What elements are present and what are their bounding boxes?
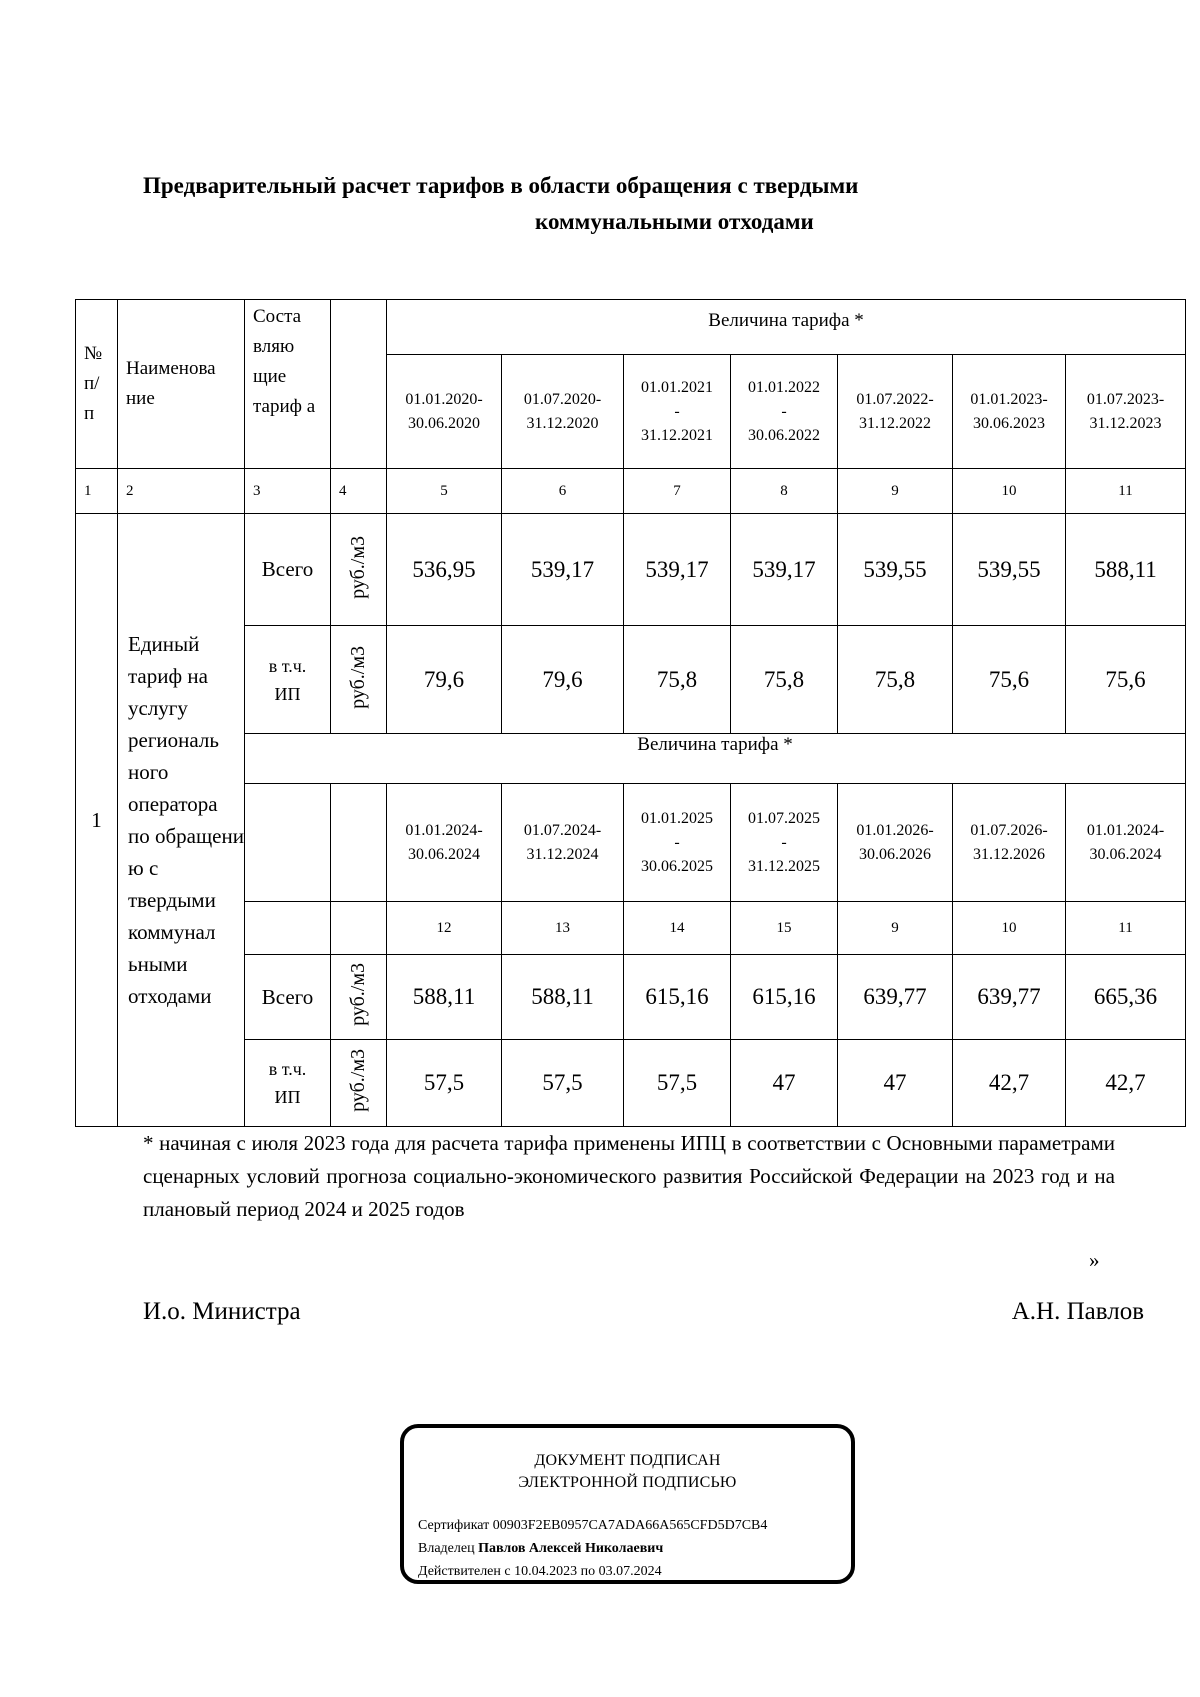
label-incl-2: ИП — [274, 683, 301, 704]
period-text: 30.06.2025 — [641, 857, 713, 875]
value-cell: 57,5 — [502, 1040, 624, 1127]
value-cell: 57,5 — [624, 1040, 731, 1127]
period-text: - — [781, 402, 787, 420]
stamp-cert-value: 00903F2EB0957CA7ADA66A565CFD5D7CB4 — [492, 1518, 768, 1533]
header-num-3: п — [84, 403, 95, 424]
value-cell: 75,6 — [1066, 626, 1186, 734]
unit-label: руб./м3 — [347, 535, 369, 599]
period-cell — [387, 784, 502, 902]
value-cell: 47 — [838, 1040, 953, 1127]
value-cell: 47 — [731, 1040, 838, 1127]
column-number: 10 — [953, 469, 1066, 514]
title-line-1: Предварительный расчет тарифов в области обращения с твердыми — [143, 173, 859, 198]
value-cell: 75,8 — [838, 626, 953, 734]
period-cell — [387, 355, 502, 469]
label-incl — [245, 1040, 331, 1127]
unit-cell — [331, 514, 387, 626]
column-number: 8 — [731, 469, 838, 514]
value-cell: 539,17 — [624, 514, 731, 626]
unit-label: руб./м3 — [347, 645, 369, 709]
stamp-owner-label: Владелец — [418, 1541, 475, 1556]
closing-quote: » — [1089, 1248, 1100, 1272]
column-number: 7 — [624, 469, 731, 514]
column-number: 15 — [731, 902, 838, 955]
header-num-1: № — [84, 343, 103, 364]
value-cell: 615,16 — [731, 955, 838, 1040]
tariff-table — [75, 299, 1186, 1127]
value-cell: 79,6 — [387, 626, 502, 734]
label-total: Всего — [245, 514, 331, 626]
period-text: 01.07.2025 — [748, 809, 820, 827]
stamp-valid-to: 03.07.2024 — [598, 1564, 662, 1579]
column-number: 6 — [502, 469, 624, 514]
period-text: 01.01.2024- — [405, 821, 483, 839]
stamp-valid-to-label: по — [580, 1564, 596, 1579]
column-number: 1 — [76, 469, 118, 514]
label-incl-1: в т.ч. — [268, 1059, 307, 1079]
period-text: 30.06.2026 — [859, 845, 931, 863]
document-title — [143, 168, 1143, 240]
value-cell: 42,7 — [953, 1040, 1066, 1127]
period-text: 01.07.2020- — [523, 390, 602, 408]
row-index: 1 — [76, 514, 118, 1127]
title-line-2: коммунальными отходами — [535, 209, 814, 234]
unit-label: руб./м3 — [347, 963, 369, 1026]
header-components: Соста вляю щие тариф а — [245, 300, 331, 469]
e-signature-stamp — [400, 1424, 855, 1584]
value-cell: 539,17 — [731, 514, 838, 626]
period-cell — [1066, 784, 1186, 902]
column-number: 2 — [118, 469, 245, 514]
period-cell — [953, 355, 1066, 469]
column-number: 9 — [838, 902, 953, 955]
period-text: 01.07.2022- — [856, 390, 934, 408]
header-num — [76, 300, 118, 469]
value-cell: 588,11 — [1066, 514, 1186, 626]
period-text: 30.06.2023 — [973, 414, 1045, 432]
column-number: 10 — [953, 902, 1066, 955]
column-number: 12 — [387, 902, 502, 955]
period-text: 01.01.2024- — [1086, 821, 1165, 839]
stamp-valid-from: 10.04.2023 — [514, 1564, 578, 1579]
row-name: Единый тариф на услугу региональ ного оператора по обращени ю с твердыми коммунал ьными отходами — [118, 514, 245, 1127]
value-cell: 588,11 — [387, 955, 502, 1040]
period-text: 31.12.2026 — [973, 845, 1045, 863]
empty-cell — [331, 784, 387, 902]
value-cell: 615,16 — [624, 955, 731, 1040]
header-name: Наименова ние — [118, 300, 245, 469]
stamp-valid — [418, 1560, 767, 1583]
stamp-title-line-1: ДОКУМЕНТ ПОДПИСАН — [534, 1452, 721, 1469]
stamp-title-line-2: ЭЛЕКТРОННОЙ ПОДПИСЬЮ — [518, 1474, 737, 1491]
period-text: 31.12.2024 — [526, 845, 599, 863]
column-number-row-1 — [76, 469, 1186, 514]
period-text: 31.12.2021 — [641, 426, 713, 444]
signer-name: А.Н. Павлов — [1011, 1298, 1144, 1325]
stamp-valid-label: Действителен с — [418, 1564, 511, 1579]
value-cell: 536,95 — [387, 514, 502, 626]
period-cell — [624, 784, 731, 902]
period-cell — [838, 784, 953, 902]
column-number: 13 — [502, 902, 624, 955]
unit-label: руб./м3 — [347, 1049, 369, 1112]
label-total: Всего — [245, 955, 331, 1040]
period-text: 01.01.2025 — [641, 809, 713, 827]
period-cell — [1066, 355, 1186, 469]
period-text: 01.07.2024- — [523, 821, 602, 839]
label-incl-2: ИП — [274, 1087, 301, 1107]
period-cell — [953, 784, 1066, 902]
period-text: 01.07.2026- — [970, 821, 1048, 839]
period-text: 01.01.2022 — [748, 378, 820, 396]
unit-cell — [331, 1040, 387, 1127]
stamp-cert-label: Сертификат — [418, 1518, 490, 1533]
stamp-owner-value: Павлов Алексей Николаевич — [478, 1541, 664, 1556]
column-number: 11 — [1066, 902, 1186, 955]
stamp-owner — [418, 1537, 767, 1560]
period-text: 01.01.2023- — [970, 390, 1048, 408]
value-cell: 42,7 — [1066, 1040, 1186, 1127]
value-cell: 539,55 — [953, 514, 1066, 626]
period-text: 01.01.2021 — [641, 378, 713, 396]
label-incl-1: в т.ч. — [268, 655, 307, 676]
value-cell: 639,77 — [953, 955, 1066, 1040]
value-cell: 539,17 — [502, 514, 624, 626]
period-text: 30.06.2020 — [408, 414, 480, 432]
period-text: - — [674, 833, 680, 851]
period-cell — [502, 784, 624, 902]
column-number: 11 — [1066, 469, 1186, 514]
period-text: 31.12.2023 — [1089, 414, 1162, 432]
period-cell — [731, 784, 838, 902]
period-text: 01.01.2020- — [405, 390, 483, 408]
footnote: * начиная с июля 2023 года для расчета тарифа применены ИПЦ в соответствии с Основными параметрами сценарных условий прогноза социально-экономического развития Российской Федерации на 2023 год и на плановый период 2024 и 2025 годов — [143, 1131, 1115, 1221]
period-text: 31.12.2022 — [859, 414, 931, 432]
value-cell: 79,6 — [502, 626, 624, 734]
value-cell: 75,6 — [953, 626, 1066, 734]
value-cell: 75,8 — [731, 626, 838, 734]
period-text: 30.06.2024 — [1089, 845, 1162, 863]
column-number: 9 — [838, 469, 953, 514]
value-cell: 639,77 — [838, 955, 953, 1040]
stamp-cert — [418, 1514, 767, 1537]
label-incl — [245, 626, 331, 734]
unit-cell — [331, 955, 387, 1040]
period-text: 31.12.2020 — [526, 414, 599, 432]
column-number: 14 — [624, 902, 731, 955]
period-text: - — [674, 402, 680, 420]
header-tariff-value: Величина тарифа * — [387, 300, 1186, 355]
value-cell: 588,11 — [502, 955, 624, 1040]
value-cell: 57,5 — [387, 1040, 502, 1127]
period-text: 30.06.2024 — [408, 845, 480, 863]
empty-cell — [245, 784, 331, 902]
period-cell — [838, 355, 953, 469]
empty-cell — [245, 902, 331, 955]
period-text: 01.07.2023- — [1086, 390, 1165, 408]
signer-position: И.о. Министра — [143, 1298, 301, 1325]
header-num-2: п/ — [84, 373, 100, 394]
header-tariff-value-2: Величина тарифа * — [245, 734, 1186, 784]
period-text: 31.12.2025 — [748, 857, 820, 875]
period-cell — [731, 355, 838, 469]
period-text: - — [781, 833, 787, 851]
stamp-title — [404, 1450, 851, 1494]
period-text: 01.01.2026- — [856, 821, 934, 839]
period-text: 30.06.2022 — [748, 426, 820, 444]
total-row-1 — [76, 514, 1186, 626]
column-number: 4 — [331, 469, 387, 514]
column-number: 3 — [245, 469, 331, 514]
stamp-info — [418, 1514, 767, 1583]
value-cell: 75,8 — [624, 626, 731, 734]
period-cell — [624, 355, 731, 469]
value-cell: 665,36 — [1066, 955, 1186, 1040]
empty-cell — [331, 902, 387, 955]
unit-cell — [331, 626, 387, 734]
column-number: 5 — [387, 469, 502, 514]
value-cell: 539,55 — [838, 514, 953, 626]
header-unit-empty — [331, 300, 387, 469]
period-cell — [502, 355, 624, 469]
